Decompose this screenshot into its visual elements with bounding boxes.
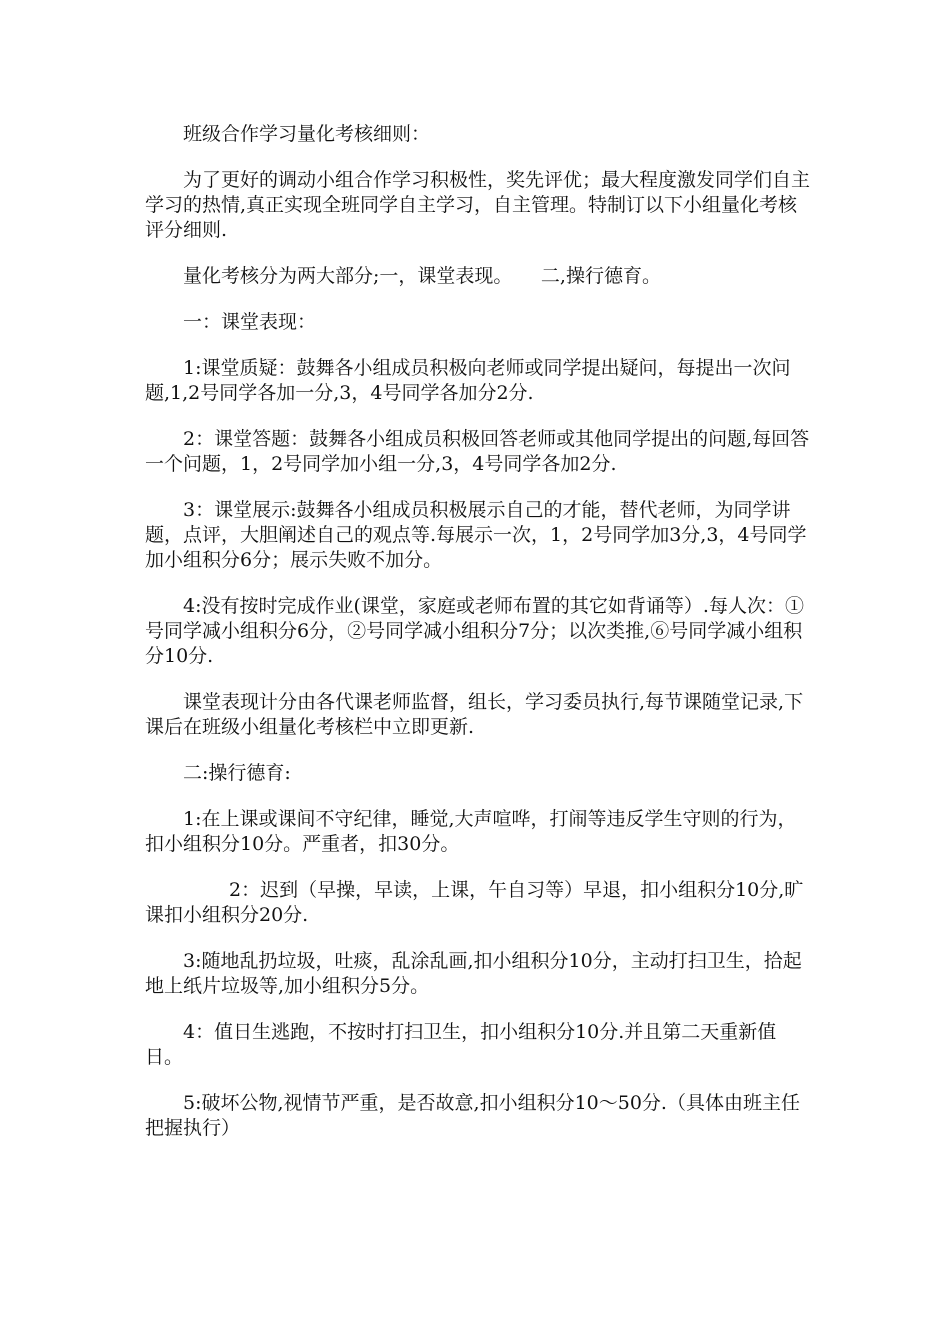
section2-item-2: 2：迟到（早操，早读，上课，午自习等）早退，扣小组积分10分,旷课扣小组积分20分. bbox=[145, 879, 804, 926]
section2-heading: 二:操行德育: bbox=[183, 762, 291, 784]
section1-item-3: 3：课堂展示:鼓舞各小组成员积极展示自己的才能，替代老师，为同学讲题，点评，大胆阐述自己的观点等.每展示一次，1，2号同学加3分,3，4号同学加小组积分6分；展示失败不加分。 bbox=[145, 499, 807, 571]
section2-item-4: 4：值日生逃跑，不按时打扫卫生，扣小组积分10分.并且第二天重新值日。 bbox=[145, 1021, 777, 1068]
section2-item-1: 1:在上课或课间不守纪律，睡觉,大声喧哗，打闹等违反学生守则的行为，扣小组积分10分。严重者，扣30分。 bbox=[145, 808, 797, 855]
section1-note: 课堂表现计分由各代课老师监督，组长，学习委员执行,每节课随堂记录,下课后在班级小组量化考核栏中立即更新. bbox=[145, 691, 804, 738]
document-body bbox=[145, 122, 810, 1162]
section1-item-1: 1:课堂质疑：鼓舞各小组成员积极向老师或同学提出疑问，每提出一次问题,1,2号同学各加一分,3，4号同学各加分2分. bbox=[145, 357, 791, 404]
section2-item-5: 5:破坏公物,视情节严重，是否故意,扣小组积分10～50分.（具体由班主任把握执行） bbox=[145, 1092, 800, 1139]
intro-paragraph: 为了更好的调动小组合作学习积极性，奖先评优；最大程度激发同学们自主学习的热情,真正实现全班同学自主学习，自主管理。特制订以下小组量化考核评分细则. bbox=[145, 169, 811, 241]
section1-heading: 一：课堂表现： bbox=[183, 311, 317, 333]
section2-item-3: 3:随地乱扔垃圾，吐痰，乱涂乱画,扣小组积分10分，主动打扫卫生，拾起地上纸片垃圾等,加小组积分5分。 bbox=[145, 950, 802, 997]
section1-item-4: 4:没有按时完成作业(课堂，家庭或老师布置的其它如背诵等）.每人次：①号同学减小组积分6分，②号同学减小组积分7分；以次类推,⑥号同学减小组积分10分. bbox=[145, 595, 804, 667]
document-title: 班级合作学习量化考核细则： bbox=[183, 123, 431, 145]
section1-item-2: 2：课堂答题：鼓舞各小组成员积极回答老师或其他同学提出的问题,每回答一个问题，1，2号同学加小组一分,3，4号同学各加2分. bbox=[145, 428, 810, 475]
parts-overview: 量化考核分为两大部分;一，课堂表现。 二,操行德育。 bbox=[183, 265, 661, 287]
